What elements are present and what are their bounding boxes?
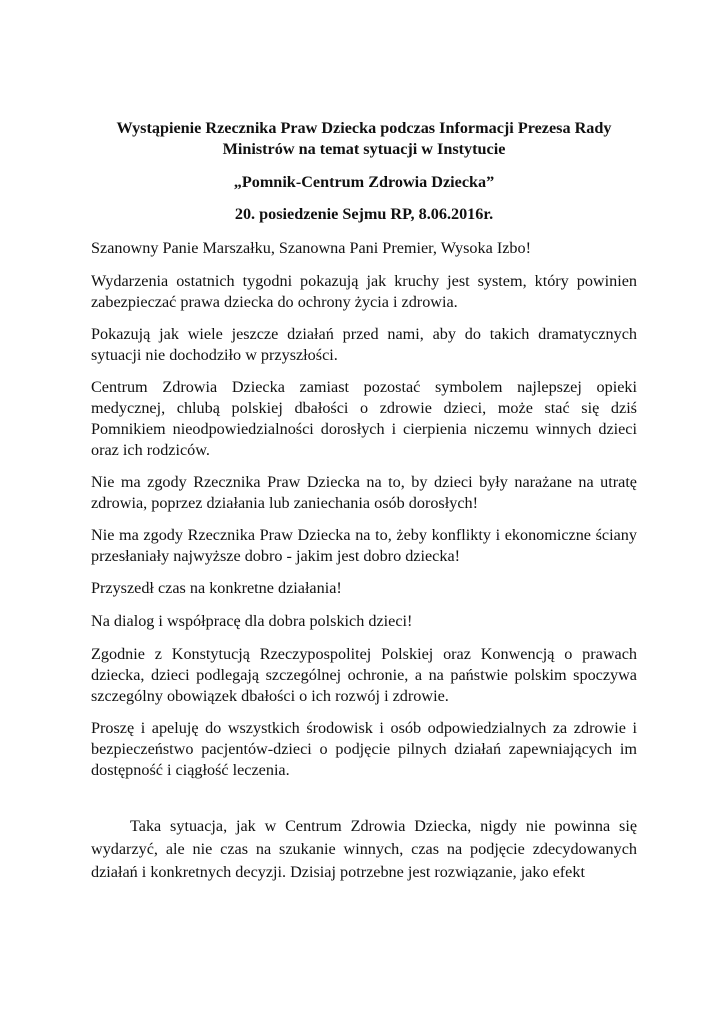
paragraph: Na dialog i współpracę dla dobra polskich dzieci! [91, 612, 413, 630]
document-page [91, 118, 637, 895]
paragraph: Proszę i apeluję do wszystkich środowisk i osób odpowiedzialnych za zdrowie i bezpieczeństwo pacjentów-dzieci o podjęcie pilnych działań zapewniających im dostępność i ciągłość leczenia. [91, 719, 637, 779]
paragraph-salutation: Szanowny Panie Marszałku, Szanowna Pani Premier, Wysoka Izbo! [91, 239, 531, 257]
paragraph: Pokazują jak wiele jeszcze działań przed nami, aby do takich dramatycznych sytuacji nie dochodziło w przyszłości. [91, 325, 637, 364]
paragraph: Nie ma zgody Rzecznika Praw Dziecka na to, żeby konflikty i ekonomiczne ściany przesłaniały najwyższe dobro - jakim jest dobro dziecka! [91, 526, 637, 565]
document-session-info: 20. posiedzenie Sejmu RP, 8.06.2016r. [234, 205, 494, 223]
paragraph: Zgodnie z Konstytucją Rzeczypospolitej Polskiej oraz Konwencją o prawach dziecka, dzieci podlegają szczególnej ochronie, a na państwie polskim spoczywa szczególny obowiązek dbałości o ich rozwój i zdrowie. [91, 645, 637, 705]
paragraph: Nie ma zgody Rzecznika Praw Dziecka na to, by dzieci były narażane na utratę zdrowia, poprzez działania lub zaniechania osób dorosłych! [91, 473, 637, 512]
paragraph: Wydarzenia ostatnich tygodni pokazują jak kruchy jest system, który powinien zabezpieczać prawa dziecka do ochrony życia i zdrowia. [91, 272, 637, 311]
paragraph: Przyszedł czas na konkretne działania! [91, 579, 342, 597]
paragraph-indented: Taka sytuacja, jak w Centrum Zdrowia Dziecka, nigdy nie powinna się wydarzyć, ale nie czas na szukanie winnych, czas na podjęcie zdecydowanych działań i konkretnych decyzji. Dzisiaj potrzebne jest rozwiązanie, jako efekt [91, 817, 637, 881]
document-title: Wystąpienie Rzecznika Praw Dziecka podczas Informacji Prezesa Rady Ministrów na temat sytuacji w Instytucie [116, 119, 612, 158]
paragraph: Centrum Zdrowia Dziecka zamiast pozostać symbolem najlepszej opieki medycznej, chlubą polskiej dbałości o zdrowie dzieci, może stać się dziś Pomnikiem nieodpowiedzialności dorosłych i cierpienia niczemu winnych dzieci oraz ich rodziców. [91, 378, 637, 459]
document-subtitle: „Pomnik-Centrum Zdrowia Dziecka” [233, 173, 495, 191]
paragraph-spacer [91, 792, 637, 815]
